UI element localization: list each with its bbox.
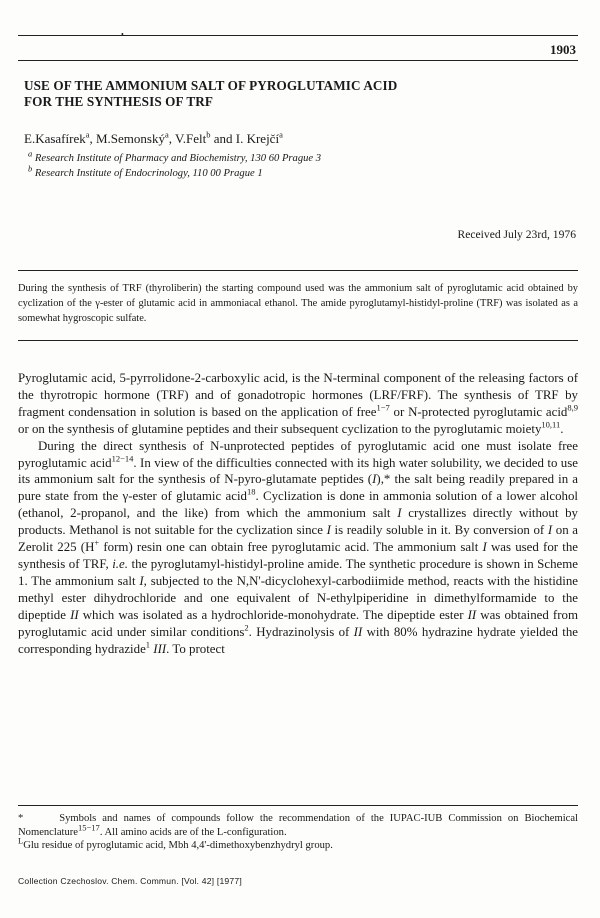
text-run: is readily soluble in it. By conversion of bbox=[330, 523, 548, 538]
text-run: . bbox=[560, 421, 564, 436]
compound-ref: I bbox=[372, 472, 377, 487]
text-run: . Hydrazinolysis of bbox=[248, 624, 354, 639]
affiliation-b-mark: b bbox=[28, 163, 33, 174]
compound-ref: II bbox=[70, 607, 79, 622]
superscript: + bbox=[94, 537, 100, 548]
text-run: was obtained from pyroglutamic acid under similar conditions bbox=[18, 607, 578, 639]
title-line-1: USE OF THE AMMONIUM SALT OF PYROGLUTAMIC ACID bbox=[24, 78, 398, 93]
footnotes bbox=[18, 812, 578, 853]
citation: 10,11 bbox=[541, 419, 561, 430]
compound-ref: II bbox=[353, 624, 363, 639]
footnote-2 bbox=[18, 835, 578, 853]
author-3: V.Felt bbox=[175, 131, 207, 146]
text-run: Pyroglutamic acid, 5-pyrrolidone-2-carboxylic acid, is the N-terminal component of the releasing factors of the thyrotropic hormone (TRF) and of gonadotropic hormones (LRF/FRF). The synthesis of TRF by fragment condensation in solution is based on the application of free bbox=[18, 371, 578, 419]
author-list: E.Kasafírek$^a$, M.Semonský$^a$, V.Felt$^b$ and I. Krejčí$^a$ bbox=[24, 129, 283, 146]
affiliation-a bbox=[28, 148, 322, 164]
text-run: or on the synthesis of glutamine peptides and their subsequent cyclization to the pyroglutamic moiety bbox=[18, 421, 542, 436]
text-run: . In view of the difficulties connected with its high water solubility, we decided to use its ammonium salt for the synthesis of N-pyro-glutamate peptides ( bbox=[18, 455, 578, 487]
author-4-affil: a bbox=[279, 129, 283, 140]
text-run: or N-protected pyroglutamic acid bbox=[389, 404, 568, 419]
citation: 2 bbox=[244, 622, 249, 633]
author-2: M.Semonský bbox=[96, 131, 165, 146]
header-rule bbox=[18, 60, 578, 61]
abstract-bottom-rule bbox=[18, 340, 578, 341]
compound-ref: I bbox=[139, 573, 144, 588]
title-line-2: FOR THE SYNTHESIS OF TRF bbox=[24, 94, 214, 109]
text-run: with 80% hydrazine hydrate yielded the corresponding hydrazide bbox=[18, 624, 578, 656]
footnote-marker: * bbox=[18, 813, 24, 824]
text-run: the pyroglutamyl-histidyl-proline amide. The synthetic procedure is shown in Scheme 1. The ammonium salt bbox=[18, 556, 578, 588]
author-3-affil: b bbox=[206, 129, 211, 140]
compound-ref: III bbox=[153, 641, 167, 656]
citation: 12−14 bbox=[111, 453, 134, 464]
text-run: on a Zerolit 225 (H bbox=[18, 523, 578, 555]
affiliation-a-mark: a bbox=[28, 148, 33, 159]
paragraph-2 bbox=[18, 438, 578, 658]
abstract-top-rule bbox=[18, 270, 578, 271]
compound-ref: II bbox=[467, 607, 477, 622]
paragraph-1 bbox=[18, 370, 578, 438]
body-text bbox=[18, 370, 578, 657]
affiliation-b bbox=[28, 163, 263, 179]
compound-ref: I bbox=[326, 523, 331, 538]
citation: 18 bbox=[247, 487, 256, 498]
citation: 15−17 bbox=[78, 822, 100, 833]
page-number: 1903 bbox=[550, 42, 576, 57]
author-1-affil: a bbox=[85, 129, 90, 140]
text-run: Glu residue of pyroglutamic acid, Mbh 4,4'-dimethoxybenzhydryl group. bbox=[23, 840, 333, 852]
author-4: I. Krejčí bbox=[235, 131, 280, 146]
affiliation-a-text: Research Institute of Pharmacy and Biochemistry, 130 60 Prague 3 bbox=[34, 153, 322, 164]
compound-ref: I bbox=[547, 523, 553, 538]
text-run: . To protect bbox=[166, 641, 225, 656]
footnote-rule bbox=[18, 805, 578, 806]
top-rule bbox=[18, 35, 578, 36]
text-run: Symbols and names of compounds follow the recommendation of the IUPAC-IUB Commission on Biochemical Nomenclature bbox=[18, 813, 579, 838]
text-run: , subjected to the N,N'-dicyclohexyl-carbodiimide method, reacts with the histidine methyl ester dihydrochloride and one equivalent of N-ethylpiperidine in dimethylformamide to the dipeptide bbox=[18, 573, 578, 622]
latin-abbrev: i.e. bbox=[112, 556, 128, 571]
text-run: ),* the salt being readily prepared in a pure state from the γ-ester of glutamic acid bbox=[18, 472, 578, 504]
citation: 1−7 bbox=[376, 402, 390, 413]
citation: 1 bbox=[145, 639, 151, 650]
text-run: which was isolated as a hydrochloride-monohydrate. The dipeptide ester bbox=[78, 607, 468, 622]
text-run: . All amino acids are of the L-configuration. bbox=[99, 826, 287, 838]
article-title bbox=[24, 78, 564, 110]
text-run: crystallizes directly without by products. Methanol is not suitable for the cyclization since bbox=[18, 506, 578, 538]
affiliation-b-text: Research Institute of Endocrinology, 110 00 Prague 1 bbox=[34, 168, 263, 179]
compound-ref: I bbox=[482, 540, 487, 555]
citation: 8,9 bbox=[567, 402, 579, 413]
stray-mark: • bbox=[121, 30, 124, 39]
journal-footer: Collection Czechoslov. Chem. Commun. [Vol. 42] [1977] bbox=[18, 876, 242, 886]
text-run: . Cyclization is done in ammonia solution of a lower alcohol (ethanol, 2-propanol, and the like) from which the ammonium salt bbox=[18, 489, 578, 521]
abstract: During the synthesis of TRF (thyroliberin) the starting compound used was the ammonium salt of pyroglutamic acid obtained by cyclization of the γ-ester of glutamic acid in ammoniacal ethanol. The amide pyroglutamyl-histidyl-proline (TRF) was isolated as a somewhat hygroscopic sulfate. bbox=[18, 283, 578, 324]
received-date: Received July 23rd, 1976 bbox=[457, 228, 576, 241]
author-2-affil: a bbox=[164, 129, 169, 140]
text-run: form) resin one can obtain free pyroglutamic acid. The ammonium salt bbox=[99, 540, 483, 555]
text-run: was used for the synthesis of TRF, bbox=[18, 540, 578, 571]
author-1: E.Kasafírek bbox=[24, 131, 86, 146]
superscript: L bbox=[18, 835, 24, 846]
compound-ref: I bbox=[397, 506, 402, 521]
text-run: During the direct synthesis of N-unprotected peptides of pyroglutamic acid one must isolate free pyroglutamic acid bbox=[18, 438, 578, 470]
author-conjunction: and bbox=[213, 131, 233, 146]
footnote-1 bbox=[18, 812, 578, 839]
